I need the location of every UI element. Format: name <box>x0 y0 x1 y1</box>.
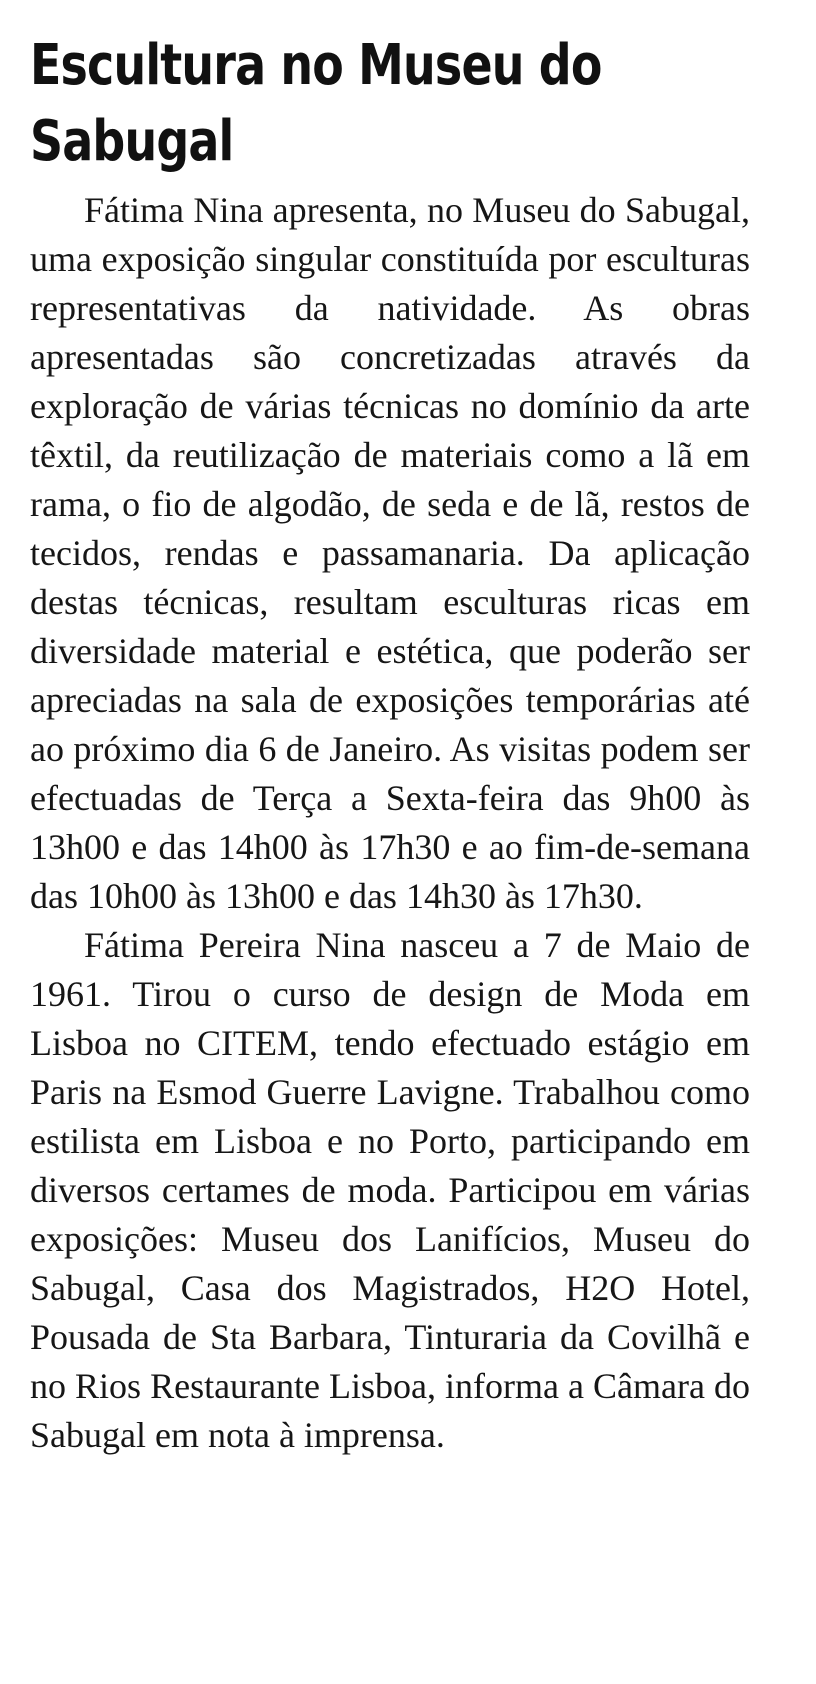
article-body <box>30 186 750 1460</box>
article-headline: Escultura no Museu do Sabugal <box>30 33 602 174</box>
article-paragraph-2: Fátima Pereira Nina nasceu a 7 de Maio de 1961. Tirou o curso de design de Moda em Lisboa no CITEM, tendo efectuado estágio em Paris na Esmod Guerre Lavigne. Trabalhou como estilista em Lisboa e no Porto, participando em diversos certames de moda. Participou em várias exposições: Museu dos Lanifícios, Museu do Sabugal, Casa dos Magistrados, H2O Hotel, Pousada de Sta Barbara, Tinturaria da Covilhã e no Rios Restaurante Lisboa, informa a Câmara do Sabugal em nota à imprensa. <box>30 925 750 1455</box>
news-article <box>30 0 750 1455</box>
article-paragraph-1: Fátima Nina apresenta, no Museu do Sabugal, uma exposição singular constituída por esculturas representativas da natividade. As obras apresentadas são concretizadas através da exploração de várias técnicas no domínio da arte têxtil, da reutilização de materiais como a lã em rama, o fio de algodão, de seda e de lã, restos de tecidos, rendas e passamanaria. Da aplicação destas técnicas, resultam esculturas ricas em diversidade material e estética, que poderão ser apreciadas na sala de exposições temporárias até ao próximo dia 6 de Janeiro. As visitas podem ser efectuadas de Terça a Sexta-feira das 9h00 às 13h00 e das 14h00 às 17h30 e ao fim-de-semana das 10h00 às 13h00 e das 14h30 às 17h30. <box>30 190 750 916</box>
